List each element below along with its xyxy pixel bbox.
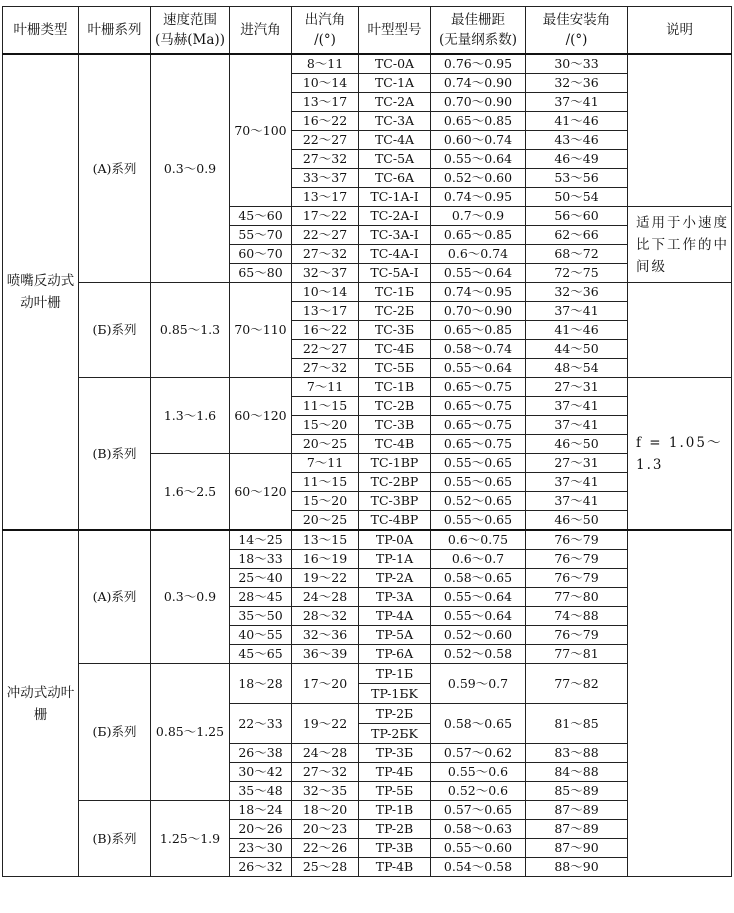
profile-cell: TP-1БK (359, 684, 431, 704)
inlet-angle-cell: 70～110 (230, 283, 292, 378)
table-row (3, 283, 732, 302)
pitch-cell: 0.58～0.65 (431, 569, 526, 588)
install-angle-cell: 41～46 (526, 321, 628, 340)
install-angle-cell: 84～88 (526, 763, 628, 782)
profile-cell: TP-2БK (359, 724, 431, 744)
profile-cell: TC-1Б (359, 283, 431, 302)
series-cell: (Б)系列 (79, 283, 151, 378)
pitch-cell: 0.60～0.74 (431, 131, 526, 150)
profile-cell: TP-2Б (359, 704, 431, 724)
header-series: 叶栅系列 (79, 7, 151, 55)
pitch-cell: 0.52～0.60 (431, 626, 526, 645)
install-angle-cell: 37～41 (526, 302, 628, 321)
inlet-angle-cell: 55～70 (230, 226, 292, 245)
pitch-cell: 0.58～0.63 (431, 820, 526, 839)
inlet-angle-cell: 22～33 (230, 704, 292, 744)
install-angle-cell: 76～79 (526, 626, 628, 645)
install-angle-cell: 77～82 (526, 664, 628, 704)
pitch-cell: 0.6～0.75 (431, 530, 526, 550)
pitch-cell: 0.65～0.75 (431, 378, 526, 397)
outlet-angle-cell: 20～25 (292, 511, 359, 531)
outlet-angle-cell: 27～32 (292, 359, 359, 378)
install-angle-cell: 76～79 (526, 550, 628, 569)
outlet-angle-cell: 32～36 (292, 626, 359, 645)
pitch-cell: 0.55～0.60 (431, 839, 526, 858)
inlet-angle-cell: 30～42 (230, 763, 292, 782)
install-angle-cell: 37～41 (526, 397, 628, 416)
outlet-angle-cell: 22～27 (292, 226, 359, 245)
outlet-angle-cell: 22～27 (292, 131, 359, 150)
table-row (3, 54, 732, 74)
profile-cell: TP-4A (359, 607, 431, 626)
install-angle-cell: 88～90 (526, 858, 628, 877)
outlet-angle-cell: 33～37 (292, 169, 359, 188)
mach-range-cell: 1.25～1.9 (151, 801, 230, 877)
install-angle-cell: 72～75 (526, 264, 628, 283)
outlet-angle-cell: 10～14 (292, 283, 359, 302)
pitch-cell: 0.55～0.64 (431, 264, 526, 283)
pitch-cell: 0.58～0.74 (431, 340, 526, 359)
pitch-cell: 0.65～0.75 (431, 435, 526, 454)
inlet-angle-cell: 18～28 (230, 664, 292, 704)
inlet-angle-cell: 14～25 (230, 530, 292, 550)
profile-cell: TC-4B (359, 435, 431, 454)
mach-range-cell: 0.85～1.3 (151, 283, 230, 378)
install-angle-cell: 37～41 (526, 473, 628, 492)
profile-cell: TC-3BP (359, 492, 431, 511)
series-cell: (A)系列 (79, 530, 151, 664)
pitch-cell: 0.52～0.58 (431, 645, 526, 664)
outlet-angle-cell: 18～20 (292, 801, 359, 820)
profile-cell: TC-4Б (359, 340, 431, 359)
note-cell: 适用于小速度比下工作的中间级 (628, 207, 732, 283)
outlet-angle-cell: 32～35 (292, 782, 359, 801)
outlet-angle-cell: 8～11 (292, 54, 359, 74)
profile-cell: TP-0A (359, 530, 431, 550)
inlet-angle-cell: 70～100 (230, 54, 292, 207)
mach-range-cell: 0.3～0.9 (151, 54, 230, 283)
install-angle-cell: 50～54 (526, 188, 628, 207)
outlet-angle-cell: 28～32 (292, 607, 359, 626)
inlet-angle-cell: 25～40 (230, 569, 292, 588)
profile-cell: TC-2B (359, 397, 431, 416)
inlet-angle-cell: 28～45 (230, 588, 292, 607)
install-angle-cell: 44～50 (526, 340, 628, 359)
pitch-cell: 0.76～0.95 (431, 54, 526, 74)
install-angle-cell: 56～60 (526, 207, 628, 226)
profile-cell: TC-6A (359, 169, 431, 188)
install-angle-cell: 32～36 (526, 283, 628, 302)
table-row (3, 378, 732, 397)
install-angle-cell: 77～80 (526, 588, 628, 607)
install-angle-cell: 37～41 (526, 416, 628, 435)
outlet-angle-cell: 17～22 (292, 207, 359, 226)
pitch-cell: 0.70～0.90 (431, 302, 526, 321)
install-angle-cell: 62～66 (526, 226, 628, 245)
pitch-cell: 0.52～0.6 (431, 782, 526, 801)
profile-cell: TC-5A (359, 150, 431, 169)
pitch-cell: 0.52～0.60 (431, 169, 526, 188)
inlet-angle-cell: 35～50 (230, 607, 292, 626)
profile-cell: TP-1Б (359, 664, 431, 684)
outlet-angle-cell: 24～28 (292, 588, 359, 607)
pitch-cell: 0.55～0.64 (431, 607, 526, 626)
mach-range-cell: 0.85～1.25 (151, 664, 230, 801)
pitch-cell: 0.54～0.58 (431, 858, 526, 877)
pitch-cell: 0.57～0.65 (431, 801, 526, 820)
profile-cell: TP-3B (359, 839, 431, 858)
outlet-angle-cell: 27～32 (292, 150, 359, 169)
outlet-angle-cell: 15～20 (292, 492, 359, 511)
pitch-cell: 0.70～0.90 (431, 93, 526, 112)
profile-cell: TC-2A (359, 93, 431, 112)
outlet-angle-cell: 13～17 (292, 93, 359, 112)
install-angle-cell: 30～33 (526, 54, 628, 74)
outlet-angle-cell: 16～22 (292, 112, 359, 131)
header-blade-type: 叶栅类型 (3, 7, 79, 55)
pitch-cell: 0.6～0.7 (431, 550, 526, 569)
profile-cell: TP-5A (359, 626, 431, 645)
blade-type-cell: 冲动式动叶栅 (3, 530, 79, 877)
outlet-angle-cell: 13～15 (292, 530, 359, 550)
series-cell: (Б)系列 (79, 664, 151, 801)
pitch-cell: 0.65～0.75 (431, 397, 526, 416)
profile-cell: TC-1B (359, 378, 431, 397)
profile-cell: TP-1B (359, 801, 431, 820)
pitch-cell: 0.65～0.85 (431, 226, 526, 245)
pitch-cell: 0.55～0.65 (431, 511, 526, 531)
mach-range-cell: 1.3～1.6 (151, 378, 230, 454)
pitch-cell: 0.59～0.7 (431, 664, 526, 704)
pitch-cell: 0.58～0.65 (431, 704, 526, 744)
outlet-angle-cell: 25～28 (292, 858, 359, 877)
install-angle-cell: 41～46 (526, 112, 628, 131)
table-row (3, 664, 732, 684)
outlet-angle-cell: 27～32 (292, 763, 359, 782)
outlet-angle-cell: 17～20 (292, 664, 359, 704)
header-profile: 叶型型号 (359, 7, 431, 55)
outlet-angle-cell: 15～20 (292, 416, 359, 435)
inlet-angle-cell: 23～30 (230, 839, 292, 858)
install-angle-cell: 53～56 (526, 169, 628, 188)
install-angle-cell: 27～31 (526, 454, 628, 473)
profile-cell: TC-5Б (359, 359, 431, 378)
inlet-angle-cell: 40～55 (230, 626, 292, 645)
table-row (3, 530, 732, 550)
series-cell: (B)系列 (79, 801, 151, 877)
install-angle-cell: 77～81 (526, 645, 628, 664)
header-mach-range: 速度范围 (马赫(Ma)) (151, 7, 230, 55)
outlet-angle-cell: 22～27 (292, 340, 359, 359)
profile-cell: TP-1A (359, 550, 431, 569)
mach-range-cell: 1.6～2.5 (151, 454, 230, 531)
outlet-angle-cell: 16～22 (292, 321, 359, 340)
pitch-cell: 0.55～0.6 (431, 763, 526, 782)
outlet-angle-cell: 20～25 (292, 435, 359, 454)
profile-cell: TC-3A-I (359, 226, 431, 245)
header-note: 说明 (628, 7, 732, 55)
cascade-table (2, 6, 732, 877)
outlet-angle-cell: 10～14 (292, 74, 359, 93)
outlet-angle-cell: 24～28 (292, 744, 359, 763)
profile-cell: TP-3Б (359, 744, 431, 763)
profile-cell: TC-2BP (359, 473, 431, 492)
install-angle-cell: 46～50 (526, 511, 628, 531)
install-angle-cell: 83～88 (526, 744, 628, 763)
outlet-angle-cell: 19～22 (292, 569, 359, 588)
pitch-cell: 0.65～0.75 (431, 416, 526, 435)
inlet-angle-cell: 60～120 (230, 454, 292, 531)
inlet-angle-cell: 45～65 (230, 645, 292, 664)
outlet-angle-cell: 22～26 (292, 839, 359, 858)
install-angle-cell: 37～41 (526, 492, 628, 511)
note-cell (628, 530, 732, 877)
outlet-angle-cell: 27～32 (292, 245, 359, 264)
inlet-angle-cell: 26～32 (230, 858, 292, 877)
install-angle-cell: 76～79 (526, 530, 628, 550)
outlet-angle-cell: 20～23 (292, 820, 359, 839)
inlet-angle-cell: 18～24 (230, 801, 292, 820)
pitch-cell: 0.52～0.65 (431, 492, 526, 511)
mach-range-cell: 0.3～0.9 (151, 530, 230, 664)
install-angle-cell: 87～90 (526, 839, 628, 858)
install-angle-cell: 68～72 (526, 245, 628, 264)
header-install-angle: 最佳安装角 /(°) (526, 7, 628, 55)
header-pitch: 最佳栅距 (无量纲系数) (431, 7, 526, 55)
pitch-cell: 0.74～0.95 (431, 188, 526, 207)
pitch-cell: 0.6～0.74 (431, 245, 526, 264)
profile-cell: TC-3Б (359, 321, 431, 340)
outlet-angle-cell: 19～22 (292, 704, 359, 744)
outlet-angle-cell: 16～19 (292, 550, 359, 569)
table-row (3, 801, 732, 820)
install-angle-cell: 46～49 (526, 150, 628, 169)
profile-cell: TP-4B (359, 858, 431, 877)
pitch-cell: 0.55～0.64 (431, 588, 526, 607)
profile-cell: TC-4BP (359, 511, 431, 531)
blade-type-cell: 喷嘴反动式动叶栅 (3, 54, 79, 530)
inlet-angle-cell: 35～48 (230, 782, 292, 801)
pitch-cell: 0.55～0.64 (431, 359, 526, 378)
profile-cell: TC-2Б (359, 302, 431, 321)
install-angle-cell: 87～89 (526, 801, 628, 820)
header-inlet-angle: 进汽角 (230, 7, 292, 55)
install-angle-cell: 43～46 (526, 131, 628, 150)
profile-cell: TC-3A (359, 112, 431, 131)
profile-cell: TP-6A (359, 645, 431, 664)
install-angle-cell: 81～85 (526, 704, 628, 744)
outlet-angle-cell: 13～17 (292, 302, 359, 321)
inlet-angle-cell: 65～80 (230, 264, 292, 283)
install-angle-cell: 87～89 (526, 820, 628, 839)
pitch-cell: 0.74～0.90 (431, 74, 526, 93)
install-angle-cell: 32～36 (526, 74, 628, 93)
pitch-cell: 0.74～0.95 (431, 283, 526, 302)
profile-cell: TC-1A-I (359, 188, 431, 207)
inlet-angle-cell: 18～33 (230, 550, 292, 569)
outlet-angle-cell: 11～15 (292, 473, 359, 492)
install-angle-cell: 76～79 (526, 569, 628, 588)
inlet-angle-cell: 60～70 (230, 245, 292, 264)
profile-cell: TC-5A-I (359, 264, 431, 283)
profile-cell: TC-3B (359, 416, 431, 435)
profile-cell: TC-1BP (359, 454, 431, 473)
install-angle-cell: 27～31 (526, 378, 628, 397)
pitch-cell: 0.65～0.85 (431, 321, 526, 340)
outlet-angle-cell: 7～11 (292, 378, 359, 397)
outlet-angle-cell: 11～15 (292, 397, 359, 416)
profile-cell: TC-2A-I (359, 207, 431, 226)
profile-cell: TC-4A-I (359, 245, 431, 264)
inlet-angle-cell: 20～26 (230, 820, 292, 839)
header-row (3, 7, 732, 55)
pitch-cell: 0.65～0.85 (431, 112, 526, 131)
install-angle-cell: 37～41 (526, 93, 628, 112)
header-outlet-angle: 出汽角 /(°) (292, 7, 359, 55)
profile-cell: TP-4Б (359, 763, 431, 782)
note-cell: f = 1.05～1.3 (628, 378, 732, 531)
pitch-cell: 0.55～0.64 (431, 150, 526, 169)
inlet-angle-cell: 60～120 (230, 378, 292, 454)
profile-cell: TP-2B (359, 820, 431, 839)
install-angle-cell: 48～54 (526, 359, 628, 378)
series-cell: (A)系列 (79, 54, 151, 283)
pitch-cell: 0.55～0.65 (431, 454, 526, 473)
install-angle-cell: 85～89 (526, 782, 628, 801)
series-cell: (B)系列 (79, 378, 151, 531)
install-angle-cell: 46～50 (526, 435, 628, 454)
profile-cell: TP-2A (359, 569, 431, 588)
profile-cell: TP-3A (359, 588, 431, 607)
profile-cell: TP-5Б (359, 782, 431, 801)
profile-cell: TC-1A (359, 74, 431, 93)
profile-cell: TC-4A (359, 131, 431, 150)
pitch-cell: 0.7～0.9 (431, 207, 526, 226)
note-cell (628, 283, 732, 378)
outlet-angle-cell: 32～37 (292, 264, 359, 283)
install-angle-cell: 74～88 (526, 607, 628, 626)
outlet-angle-cell: 13～17 (292, 188, 359, 207)
note-cell (628, 54, 732, 207)
pitch-cell: 0.55～0.65 (431, 473, 526, 492)
inlet-angle-cell: 45～60 (230, 207, 292, 226)
inlet-angle-cell: 26～38 (230, 744, 292, 763)
pitch-cell: 0.57～0.62 (431, 744, 526, 763)
outlet-angle-cell: 7～11 (292, 454, 359, 473)
profile-cell: TC-0A (359, 54, 431, 74)
outlet-angle-cell: 36～39 (292, 645, 359, 664)
